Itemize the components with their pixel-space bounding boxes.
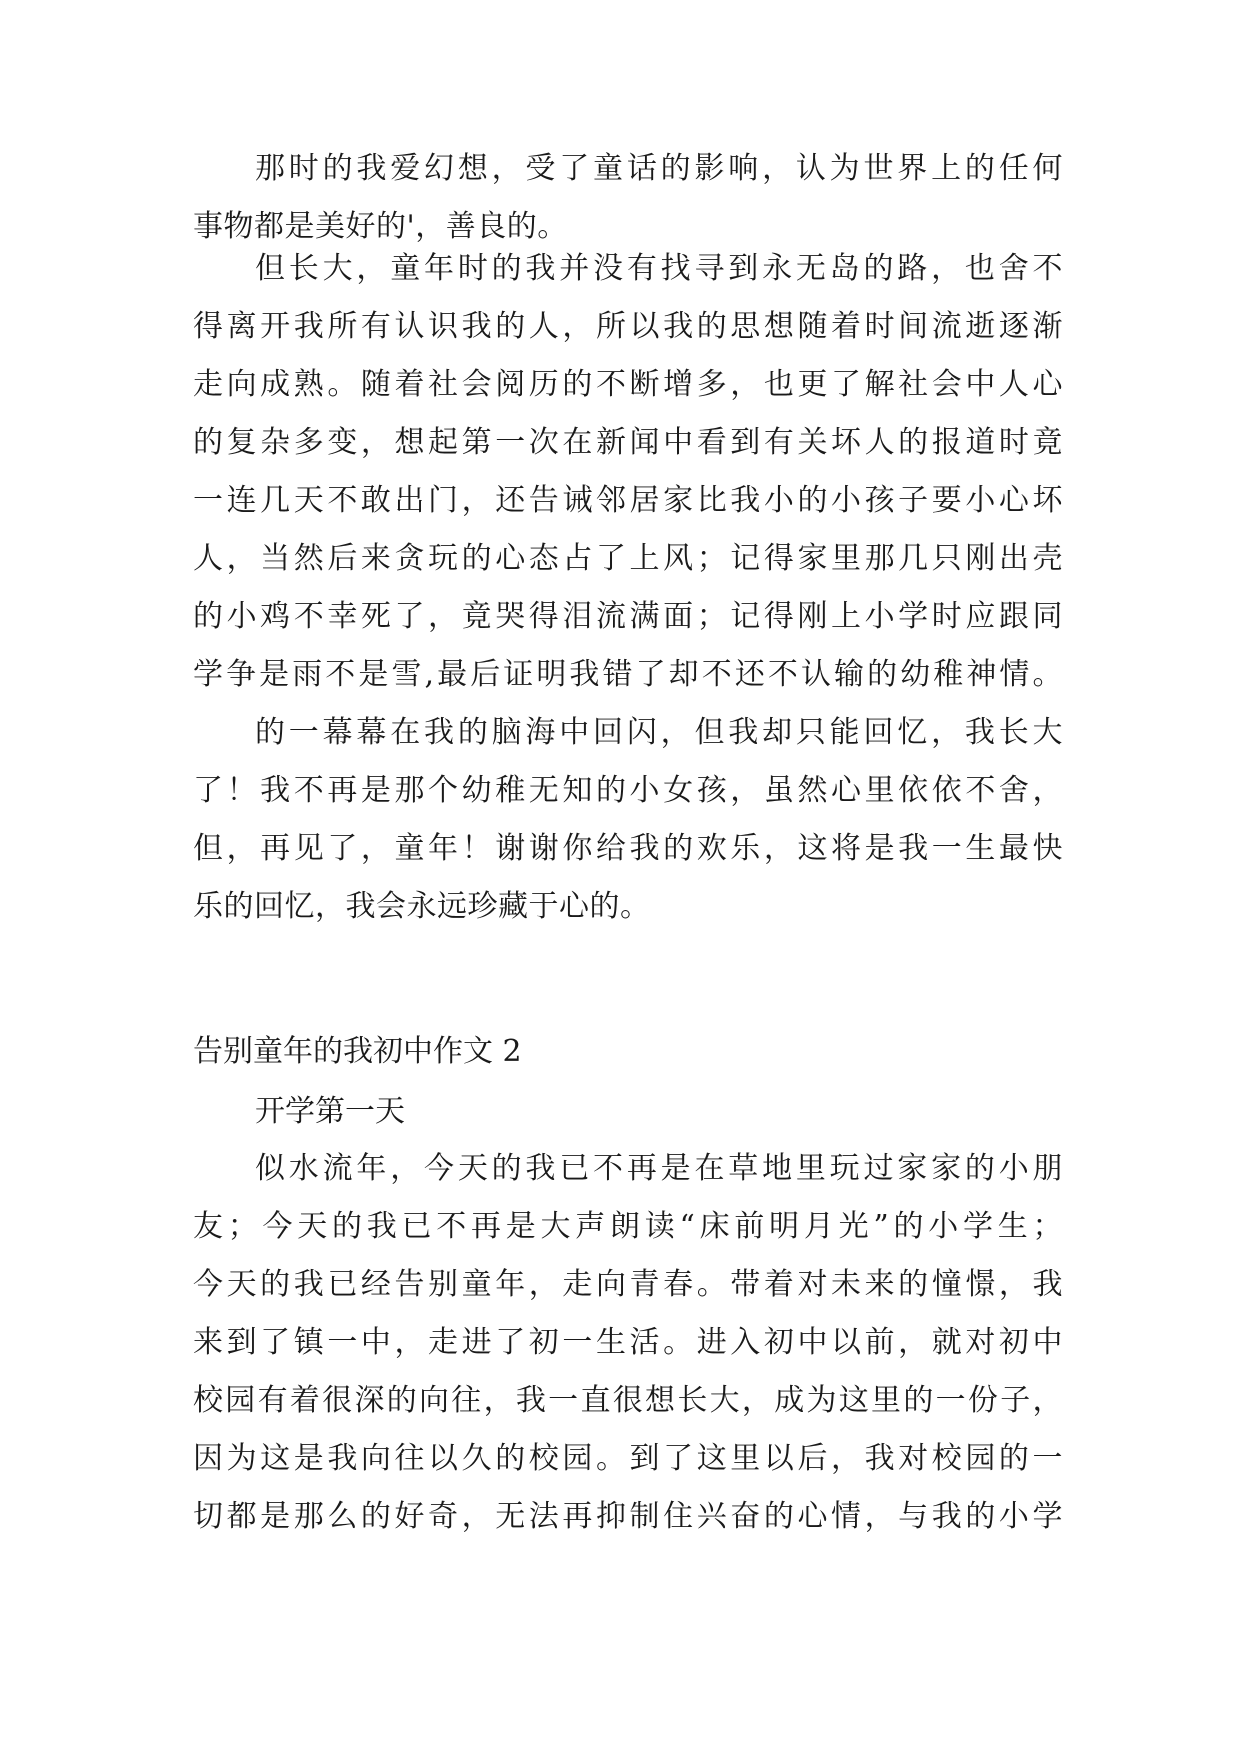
text-line: 得离开我所有认识我的人，所以我的思想随着时间流逝逐渐	[193, 309, 1063, 344]
text-line: 但长大，童年时的我并没有找寻到永无岛的路，也舍不	[255, 251, 1063, 286]
text-line: 走向成熟。随着社会阅历的不断增多，也更了解社会中人心	[193, 367, 1063, 402]
text-line: 的一幕幕在我的脑海中回闪，但我却只能回忆，我长大	[255, 715, 1063, 750]
text-line: 友；今天的我已不再是大声朗读“床前明月光”的小学生；	[193, 1209, 1063, 1244]
text-line: 了！我不再是那个幼稚无知的小女孩，虽然心里依依不舍，	[193, 773, 1063, 808]
text-line: 校园有着很深的向往，我一直很想长大，成为这里的一份子，	[193, 1383, 1063, 1418]
text-line: 切都是那么的好奇，无法再抑制住兴奋的心情，与我的小学	[193, 1499, 1063, 1534]
text-line: 似水流年，今天的我已不再是在草地里玩过家家的小朋	[255, 1151, 1063, 1186]
text-line: 乐的回忆，我会永远珍藏于心的。	[193, 889, 651, 924]
text-line: 一连几天不敢出门，还告诫邻居家比我小的小孩子要小心坏	[193, 483, 1063, 518]
text-line: 今天的我已经告别童年，走向青春。带着对未来的憧憬，我	[193, 1267, 1063, 1302]
text-line: 来到了镇一中，走进了初一生活。进入初中以前，就对初中	[193, 1325, 1063, 1360]
paragraph-2	[193, 240, 1063, 704]
text-line: 的小鸡不幸死了，竟哭得泪流满面；记得刚上小学时应跟同	[193, 599, 1063, 634]
text-line: 事物都是美好的'，善良的。	[193, 209, 568, 244]
text-line: 的复杂多变，想起第一次在新闻中看到有关坏人的报道时竟	[193, 425, 1063, 460]
paragraph-3	[193, 704, 1063, 936]
text-line: 那时的我爱幻想，受了童话的影响，认为世界上的任何	[255, 151, 1063, 186]
paragraph-4	[193, 1140, 1063, 1546]
section-heading: 告别童年的我初中作文 2	[193, 1034, 522, 1069]
text-line: 人，当然后来贪玩的心态占了上风；记得家里那几只刚出壳	[193, 541, 1063, 576]
text-line: 学争是雨不是雪,最后证明我错了却不还不认输的幼稚神情。	[193, 657, 1063, 692]
subtitle: 开学第一天	[255, 1094, 405, 1129]
paragraph-1	[193, 140, 1063, 256]
text-line: 因为这是我向往以久的校园。到了这里以后，我对校园的一	[193, 1441, 1063, 1476]
text-line: 但，再见了，童年！谢谢你给我的欢乐，这将是我一生最快	[193, 831, 1063, 866]
